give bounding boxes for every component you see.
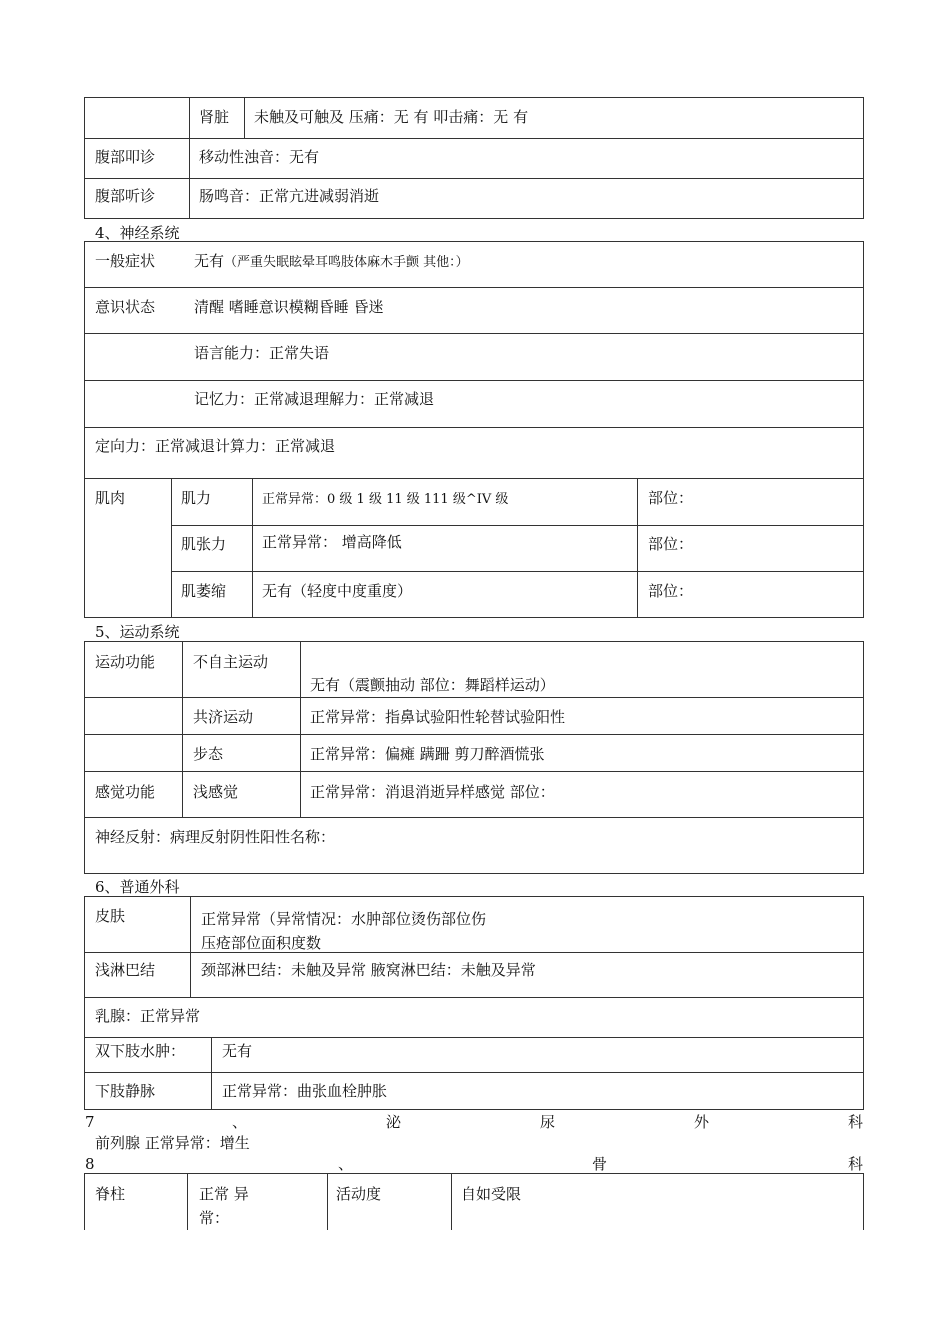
kidney-value: 未触及可触及 压痛：无 有 叩击痛：无 有 <box>254 108 529 126</box>
surgery-table <box>84 896 864 1110</box>
col-divider <box>190 896 191 997</box>
col-divider <box>300 641 301 817</box>
muscle-label: 肌肉 <box>95 489 126 507</box>
urology-heading-number: 7 <box>85 1113 95 1131</box>
superficial-label: 浅感觉 <box>193 783 239 801</box>
kidney-label: 肾脏 <box>199 108 230 126</box>
skin-value-line2: 压疮部位面积度数 <box>201 934 322 952</box>
col-divider <box>171 478 172 618</box>
reflex-value: 神经反射：病理反射阴性阳性名称： <box>95 828 336 846</box>
urology-heading-separator: 、 <box>232 1113 248 1131</box>
edema-label: 双下肢水肿： <box>95 1042 186 1060</box>
row-divider <box>84 817 864 818</box>
general-symptoms-label: 一般症状 <box>95 252 156 270</box>
general-symptoms-value: 无有（严重失眠眩晕耳鸣肢体麻木手颤 其他：） <box>194 252 469 270</box>
ortho-heading-number: 8 <box>85 1155 95 1173</box>
section-heading-motor: 5、运动系统 <box>95 623 180 641</box>
row-divider <box>84 427 864 428</box>
coordination-label: 共济运动 <box>193 708 254 726</box>
row-divider <box>84 697 864 698</box>
col-divider <box>211 1037 212 1110</box>
row-divider <box>84 771 864 772</box>
ortho-table-right <box>863 1173 864 1230</box>
row-divider <box>171 525 864 526</box>
col-divider <box>182 641 183 817</box>
ortho-table-top <box>84 1173 863 1174</box>
spine-status-line1: 正常 异 <box>199 1185 249 1203</box>
skin-value-line1: 正常异常（异常情况：水肿部位烫伤部位伤 <box>201 910 487 928</box>
row-divider <box>84 333 864 334</box>
involuntary-label: 不自主运动 <box>193 653 269 671</box>
spine-label: 脊柱 <box>95 1185 126 1203</box>
ortho-heading-separator: 、 <box>338 1155 354 1173</box>
row-divider <box>84 1037 864 1038</box>
atrophy-site: 部位： <box>648 582 694 600</box>
col-divider <box>187 1173 188 1230</box>
col-divider <box>451 1173 452 1230</box>
prostate-value: 前列腺 正常异常：增生 <box>95 1134 250 1152</box>
gait-label: 步态 <box>193 745 224 763</box>
row-divider <box>84 997 864 998</box>
row-divider <box>84 178 864 179</box>
col-divider <box>252 478 253 618</box>
tone-site: 部位： <box>648 535 694 553</box>
motor-function-label: 运动功能 <box>95 653 156 671</box>
strength-site: 部位： <box>648 489 694 507</box>
row-divider <box>84 1072 864 1073</box>
tone-label: 肌张力 <box>181 535 227 553</box>
gait-value: 正常异常：偏瘫 蹒跚 剪刀醉酒慌张 <box>310 745 545 763</box>
mobility-value: 自如受限 <box>461 1185 522 1203</box>
row-divider <box>84 287 864 288</box>
orientation-value: 定向力：正常减退计算力：正常减退 <box>95 437 336 455</box>
coordination-value: 正常异常：指鼻试验阳性轮替试验阳性 <box>310 708 566 726</box>
row-divider <box>84 952 864 953</box>
veins-label: 下肢静脉 <box>95 1082 156 1100</box>
row-divider <box>84 138 864 139</box>
consciousness-label: 意识状态 <box>95 298 156 316</box>
sensory-label: 感觉功能 <box>95 783 156 801</box>
memory-value: 记忆力：正常减退理解力：正常减退 <box>194 390 435 408</box>
row-divider <box>84 734 864 735</box>
mobility-label: 活动度 <box>336 1185 382 1203</box>
lymph-label: 浅淋巴结 <box>95 961 156 979</box>
section-heading-surgery: 6、普通外科 <box>95 878 180 896</box>
spine-status-line2: 常： <box>199 1209 230 1227</box>
atrophy-label: 肌萎缩 <box>181 582 227 600</box>
urology-heading-char: 泌 <box>386 1113 402 1131</box>
strength-label: 肌力 <box>181 489 212 507</box>
lymph-value: 颈部淋巴结：未触及异常 腋窝淋巴结：未触及异常 <box>201 961 536 979</box>
strength-value: 正常异常：0 级 1 级 11 级 111 级^IV 级 <box>262 492 509 507</box>
col-divider <box>244 97 245 138</box>
ortho-table-left <box>84 1173 85 1230</box>
ortho-heading-char: 科 <box>848 1155 864 1173</box>
section-heading-neuro: 4、神经系统 <box>95 224 180 242</box>
ortho-heading-char: 骨 <box>592 1155 608 1173</box>
breast-value: 乳腺：正常异常 <box>95 1007 201 1025</box>
auscultation-value: 肠鸣音：正常亢进减弱消逝 <box>199 187 380 205</box>
percussion-value: 移动性浊音：无有 <box>199 148 320 166</box>
involuntary-value: 无有（震颤抽动 部位：舞蹈样运动） <box>310 676 555 694</box>
row-divider <box>171 571 864 572</box>
urology-heading-char: 外 <box>694 1113 710 1131</box>
edema-value: 无有 <box>222 1042 253 1060</box>
language-value: 语言能力：正常失语 <box>194 344 330 362</box>
col-divider <box>637 478 638 618</box>
consciousness-value: 清醒 嗜睡意识模糊昏睡 昏迷 <box>194 298 384 316</box>
urology-heading-char: 尿 <box>540 1113 556 1131</box>
atrophy-value: 无有（轻度中度重度） <box>262 582 413 600</box>
skin-label: 皮肤 <box>95 907 126 925</box>
percussion-label: 腹部叩诊 <box>95 148 156 166</box>
col-divider <box>327 1173 328 1230</box>
col-divider <box>189 97 190 219</box>
urology-heading-char: 科 <box>848 1113 864 1131</box>
veins-value: 正常异常：曲张血栓肿胀 <box>222 1082 388 1100</box>
row-divider <box>84 478 864 479</box>
superficial-value: 正常异常：消退消逝异样感觉 部位： <box>310 783 555 801</box>
tone-value: 正常异常： 增高降低 <box>262 533 402 551</box>
row-divider <box>84 380 864 381</box>
auscultation-label: 腹部听诊 <box>95 187 156 205</box>
